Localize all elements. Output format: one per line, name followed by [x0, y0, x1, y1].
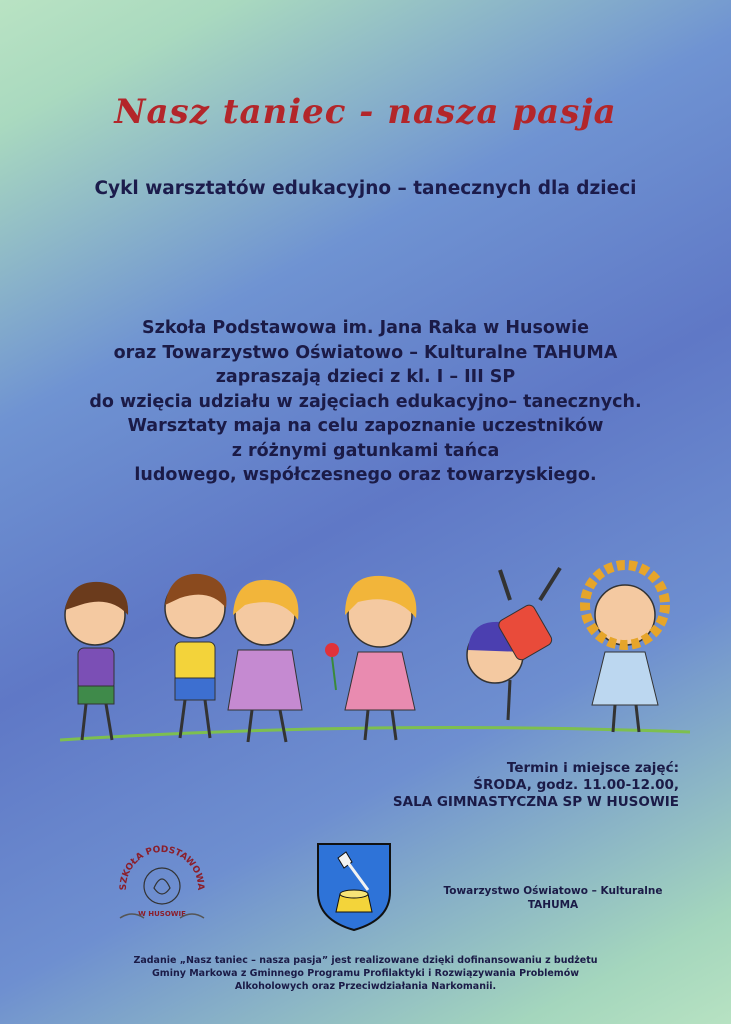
- child-girl-blonde-braids-icon: [228, 580, 302, 742]
- organization-name: [428, 884, 678, 912]
- intro-line: Warsztaty maja na celu zapoznanie uczestników: [127, 416, 604, 436]
- schedule-day-time: ŚRODA, godz. 11.00-12.00,: [473, 777, 679, 793]
- child-girl-flower-icon: [325, 576, 416, 740]
- child-boy-yellow-shirt-icon: [165, 574, 226, 738]
- organization-line-2: TAHUMA: [527, 899, 579, 911]
- school-logo-bottom-text: W HUSOWIE: [138, 910, 186, 918]
- intro-line: zapraszają dzieci z kl. I – III SP: [215, 367, 516, 387]
- school-logo-arc-text: SZKOŁA PODSTAWOWA: [118, 844, 206, 891]
- intro-line: ludowego, współczesnego oraz towarzyskiego.: [134, 465, 597, 485]
- footer-line: Alkoholowych oraz Przeciwdziałania Narkomanii.: [234, 981, 497, 992]
- intro-line: do wzięcia udziału w zajęciach edukacyjno– tanecznych.: [89, 391, 642, 412]
- footer-line: Zadanie „Nasz taniec – nasza pasja” jest realizowane dzięki dofinansowaniu z budżetu: [133, 955, 598, 966]
- coat-of-arms-axe-stump-icon: [316, 842, 392, 932]
- funding-note: [0, 954, 731, 993]
- footer-line: Gminy Markowa z Gminnego Programu Profilaktyki i Rozwiązywania Problemów: [152, 968, 579, 979]
- child-boy-handstand-icon: [467, 568, 560, 720]
- intro-line: Szkoła Podstawowa im. Jana Raka w Husowie: [142, 318, 589, 338]
- poster-title: Nasz taniec - nasza pasja: [114, 92, 617, 132]
- ground-line: [60, 728, 690, 741]
- school-emblem-icon: [112, 830, 212, 930]
- organization-line-1: Towarzystwo Oświatowo – Kulturalne: [443, 885, 663, 897]
- child-girl-curly-hair-icon: [585, 565, 665, 732]
- schedule-place: SALA GIMNASTYCZNA SP W HUSOWIE: [392, 794, 679, 810]
- dancing-children-illustration: [40, 560, 700, 760]
- schedule-label: Termin i miejsce zajęć:: [506, 760, 679, 776]
- invitation-text: [0, 316, 731, 488]
- schedule-info: [393, 760, 679, 811]
- intro-line: z różnymi gatunkami tańca: [231, 440, 500, 461]
- intro-line: oraz Towarzystwo Oświatowo – Kulturalne TAHUMA: [113, 342, 618, 363]
- poster-subtitle: Cykl warsztatów edukacyjno – tanecznych dla dzieci: [94, 178, 637, 199]
- child-boy-brown-hair-icon: [65, 582, 128, 740]
